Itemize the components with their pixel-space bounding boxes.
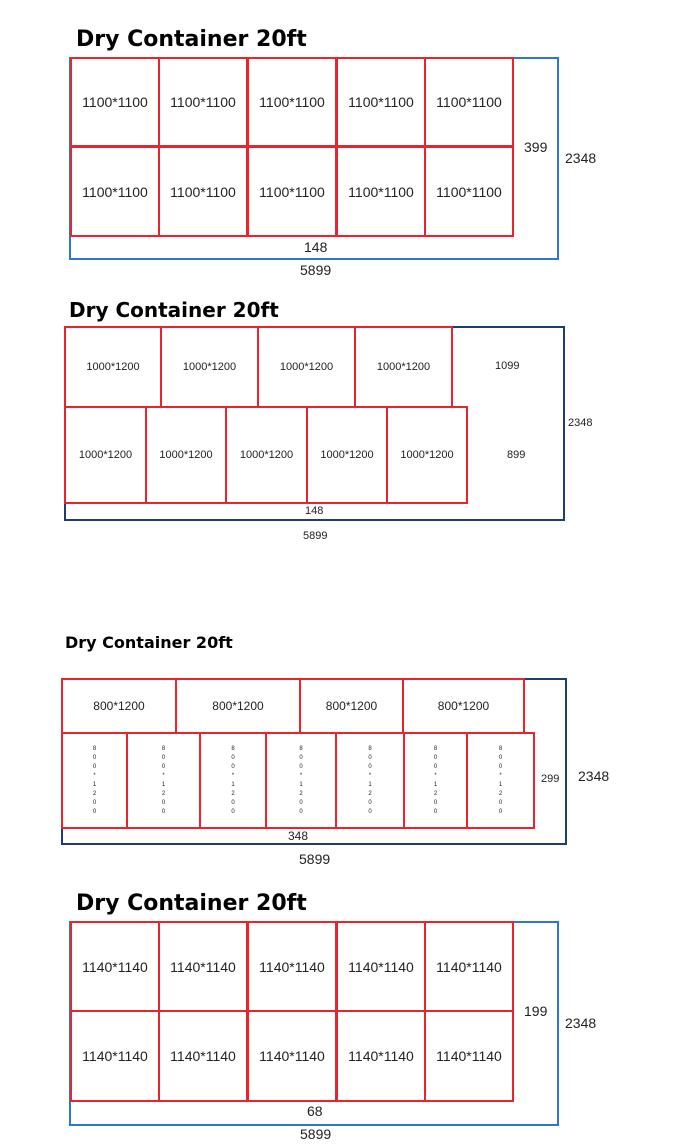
diagram-3-pallet-vertical: 8 0 0 * 1 2 0 0 bbox=[335, 732, 405, 829]
diagram-3-side-gap: 299 bbox=[541, 773, 560, 785]
diagram-2-pallet: 1000*1200 bbox=[145, 406, 227, 504]
diagram-3-pallet: 800*1200 bbox=[61, 678, 177, 734]
diagram-1-bottom-gap: 148 bbox=[304, 239, 328, 255]
diagram-4-pallet: 1140*1140 bbox=[336, 921, 426, 1012]
diagram-2-pallet: 1000*1200 bbox=[64, 406, 147, 504]
diagram-4-bottom-gap: 68 bbox=[307, 1103, 323, 1119]
diagram-2-length: 5899 bbox=[303, 530, 328, 542]
diagram-1-pallet: 1100*1100 bbox=[70, 146, 160, 237]
diagram-2-pallet: 1000*1200 bbox=[386, 406, 468, 504]
diagram-2-gap-bottom: 899 bbox=[507, 449, 526, 461]
diagram-2-pallet: 1000*1200 bbox=[354, 326, 453, 408]
diagram-4-pallet: 1140*1140 bbox=[158, 1010, 248, 1102]
diagram-4-pallet: 1140*1140 bbox=[247, 1010, 337, 1102]
diagram-3-bottom-gap: 348 bbox=[288, 829, 309, 843]
diagram-1-title: Dry Container 20ft bbox=[76, 27, 307, 52]
diagram-3-length: 5899 bbox=[299, 851, 331, 867]
diagram-2-bottom-gap: 148 bbox=[305, 505, 324, 517]
diagram-3-height: 2348 bbox=[578, 768, 610, 784]
diagram-3-pallet: 800*1200 bbox=[175, 678, 301, 734]
diagram-3-pallet: 800*1200 bbox=[299, 678, 404, 734]
diagram-2-pallet: 1000*1200 bbox=[257, 326, 356, 408]
diagram-4-title: Dry Container 20ft bbox=[76, 891, 307, 916]
diagram-4-pallet: 1140*1140 bbox=[158, 921, 248, 1012]
diagram-2-pallet: 1000*1200 bbox=[160, 326, 259, 408]
diagram-2-gap-top: 1099 bbox=[495, 360, 520, 372]
diagram-2-height: 2348 bbox=[568, 417, 593, 429]
diagram-1-pallet: 1100*1100 bbox=[158, 57, 248, 147]
diagram-1-pallet: 1100*1100 bbox=[247, 57, 337, 147]
diagram-3-pallet-vertical: 8 0 0 * 1 2 0 0 bbox=[403, 732, 468, 829]
diagram-3-pallet-vertical: 8 0 0 * 1 2 0 0 bbox=[126, 732, 201, 829]
diagram-3-pallet-vertical: 8 0 0 * 1 2 0 0 bbox=[199, 732, 267, 829]
diagram-1-pallet: 1100*1100 bbox=[424, 146, 514, 237]
diagram-1-pallet: 1100*1100 bbox=[158, 146, 248, 237]
diagram-3-title: Dry Container 20ft bbox=[65, 633, 233, 652]
diagram-2-pallet: 1000*1200 bbox=[64, 326, 162, 408]
diagram-4-side-gap: 199 bbox=[524, 1003, 548, 1019]
diagram-4-height: 2348 bbox=[565, 1015, 597, 1031]
diagram-2-pallet: 1000*1200 bbox=[306, 406, 388, 504]
diagram-1-pallet: 1100*1100 bbox=[424, 57, 514, 147]
diagram-1-pallet: 1100*1100 bbox=[70, 57, 160, 147]
diagram-4-pallet: 1140*1140 bbox=[70, 921, 160, 1012]
diagram-4-length: 5899 bbox=[300, 1126, 332, 1142]
diagram-3-pallet: 800*1200 bbox=[402, 678, 525, 734]
diagram-3-pallet-vertical: 8 0 0 * 1 2 0 0 bbox=[61, 732, 128, 829]
diagram-3-pallet-vertical: 8 0 0 * 1 2 0 0 bbox=[265, 732, 337, 829]
diagram-1-pallet: 1100*1100 bbox=[336, 146, 426, 237]
diagram-1-height: 2348 bbox=[565, 150, 597, 166]
diagram-1-pallet: 1100*1100 bbox=[247, 146, 337, 237]
diagram-4-pallet: 1140*1140 bbox=[424, 921, 514, 1012]
diagram-4-pallet: 1140*1140 bbox=[247, 921, 337, 1012]
diagram-1-side-gap: 399 bbox=[524, 139, 548, 155]
diagram-4-pallet: 1140*1140 bbox=[336, 1010, 426, 1102]
diagram-3-pallet-vertical: 8 0 0 * 1 2 0 0 bbox=[466, 732, 535, 829]
diagram-1-length: 5899 bbox=[300, 262, 332, 278]
diagram-2-pallet: 1000*1200 bbox=[225, 406, 308, 504]
diagram-2-title: Dry Container 20ft bbox=[69, 298, 279, 322]
diagram-1-pallet: 1100*1100 bbox=[336, 57, 426, 147]
diagram-4-pallet: 1140*1140 bbox=[70, 1010, 160, 1102]
diagram-4-pallet: 1140*1140 bbox=[424, 1010, 514, 1102]
